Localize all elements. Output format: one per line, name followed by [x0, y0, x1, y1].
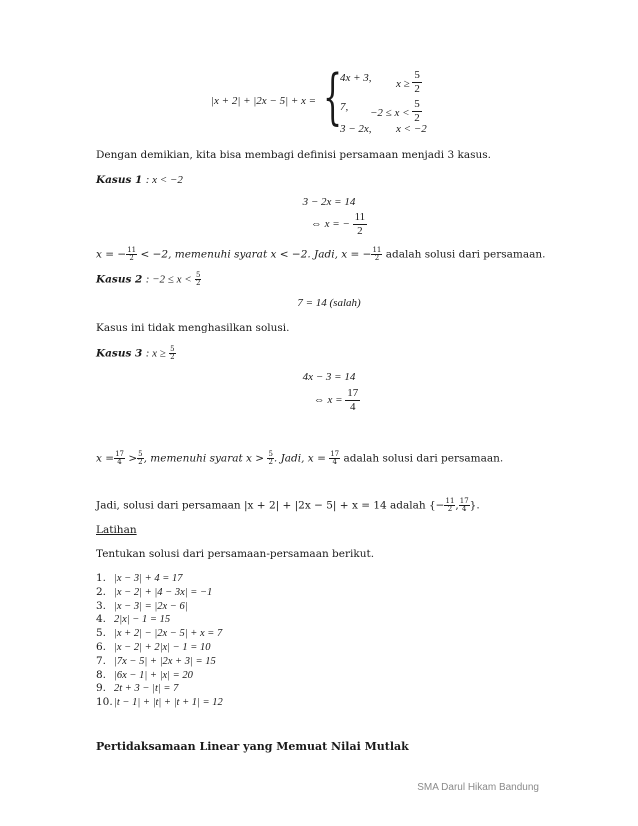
- list-item: 6. |x − 2| + 2|x| − 1 = 10: [96, 640, 211, 653]
- piecewise-case-1: 4x + 3, x ≥ $\frac{5}{2}$: [340, 69, 420, 95]
- list-item: 3. |x − 3| = |2x − 6|: [96, 599, 188, 612]
- list-item: 8. |6x − 1| + |x| = 20: [96, 668, 193, 681]
- latihan-instruction: Tentukan solusi dari persamaan-persamaan berikut.: [96, 548, 375, 560]
- kasus2-eq1: 7 = 14 (salah): [297, 297, 361, 309]
- list-item: 9. 2t + 3 − |t| = 7: [96, 682, 179, 695]
- piecewise-lhs: |x + 2| + |2x − 5| + x =: [211, 95, 317, 107]
- latihan-title: Latihan: [96, 524, 137, 536]
- list-item: 4. 2|x| − 1 = 15: [96, 613, 171, 626]
- piecewise-case-3: 3 − 2x, x < −2: [340, 123, 427, 135]
- list-item: 1. |x − 3| + 4 = 17: [96, 572, 183, 584]
- kasus1-heading: Kasus 1 : x < −2: [96, 174, 183, 186]
- list-item: 2. |x − 2| + |4 − 3x| = −1: [96, 585, 213, 598]
- kasus1-conclusion: x = − $\frac{11}{2}$ < −2, memenuhi syarat x < −2. Jadi, x = − $\frac{11}{2}$ adalah solusi dari persamaan.: [96, 246, 546, 262]
- kasus3-conclusion: x = $\frac{17}{4}$ > $\frac{5}{2}$ , memenuhi syarat x > $\frac{5}{2}$ . Jadi, x = $\frac{17}{4}$ adalah solusi dari persamaan.: [96, 450, 504, 466]
- kasus2-conclusion: Kasus ini tidak menghasilkan solusi.: [96, 322, 290, 334]
- kasus2-heading: Kasus 2 : −2 ≤ x < $\frac{5}{2}$: [96, 271, 201, 287]
- page-footer: SMA Darul Hikam Bandung: [417, 782, 539, 793]
- list-item: 10.|t − 1| + |t| + |t + 1| = 12: [96, 696, 223, 709]
- kasus1-eq2: ⇔ x = − $\frac{11}{2}$: [310, 211, 366, 237]
- intro-text: Dengan demikian, kita bisa membagi definisi persamaan menjadi 3 kasus.: [96, 149, 491, 161]
- latihan-list: [96, 572, 223, 710]
- summary-text: Jadi, solusi dari persamaan |x + 2| + |2x − 5| + x = 14 adalah {− $\frac{11}{2}$ , $\frac{17}{4}$ }.: [96, 497, 480, 513]
- piecewise-brace: {: [323, 62, 343, 132]
- list-item: 5. |x + 2| − |2x − 5| + x = 7: [96, 627, 223, 640]
- section-heading: Pertidaksamaan Linear yang Memuat Nilai Mutlak: [96, 740, 409, 753]
- kasus3-heading: Kasus 3 : x ≥ $\frac{5}{2}$: [96, 345, 175, 361]
- kasus3-eq1: 4x − 3 = 14: [302, 371, 356, 383]
- piecewise-case-2: 7, −2 ≤ x < $\frac{5}{2}$: [340, 98, 420, 124]
- list-item: 7. |7x − 5| + |2x + 3| = 15: [96, 654, 216, 667]
- kasus1-eq1: 3 − 2x = 14: [302, 196, 356, 208]
- kasus3-eq2: ⇔ x = $\frac{17}{4}$: [313, 387, 359, 413]
